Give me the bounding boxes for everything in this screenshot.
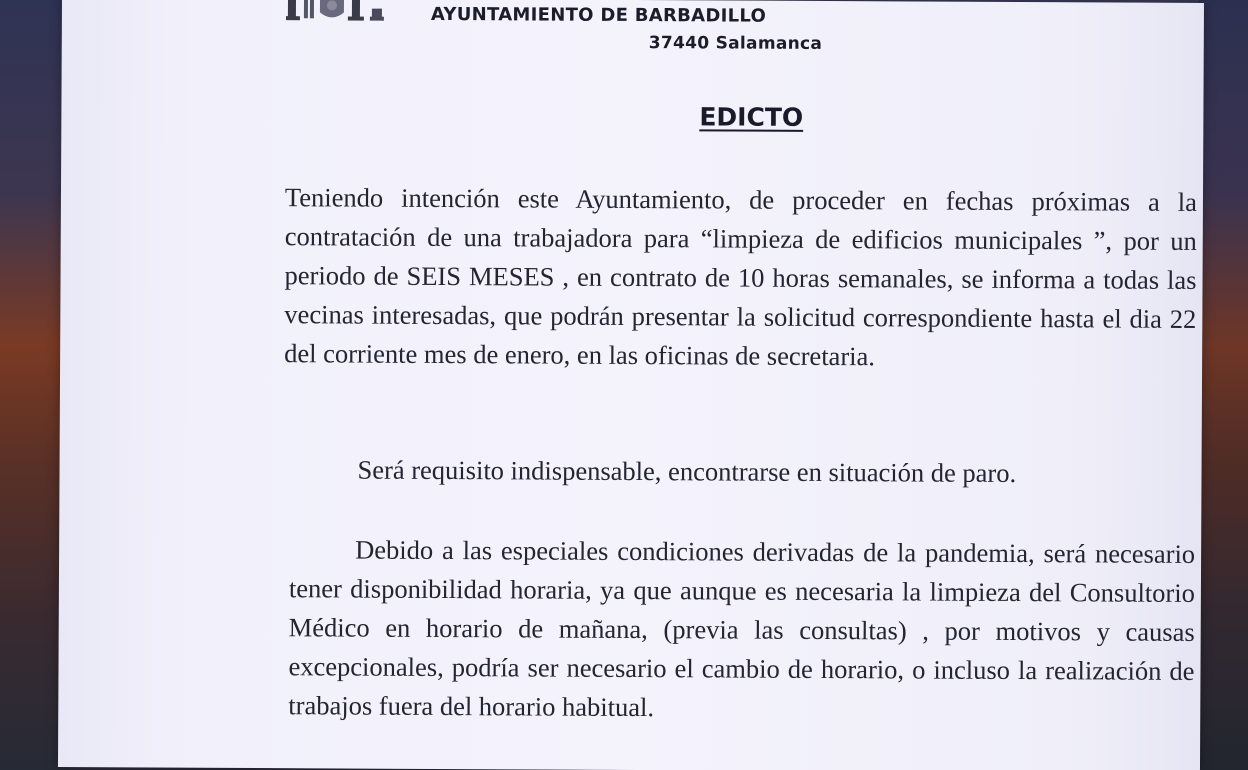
institution-name: AYUNTAMIENTO DE BARBADILLO	[430, 3, 767, 27]
paragraph-conditions: Debido a las especiales condiciones derivadas de la pandemia, será necesario tener disponibilidad horaria, ya que aunque es necesaria la limpieza del Consultorio Médico en horario de mañana, (previa las consultas) , por motivos y causas excepcionales, podría ser necesario el cambio de horario, o incluso la realización de trabajos fuera del horario habitual.	[288, 534, 1196, 723]
paragraph-announcement: Teniendo intención este Ayuntamiento, de proceder en fechas próximas a la contratación de una trabajadora para “limpieza de edificios municipales ”, por un periodo de SEIS MESES , en contrato de 10 horas semanales, se informa a todas las vecinas interesadas, que podrán presentar la solicitud correspondiente hasta el dia 22 del corriente mes de enero, en las oficinas de secretaria.	[284, 182, 1198, 372]
notice-paper	[58, 0, 1204, 770]
paragraph-requirement: Será requisito indispensable, encontrarse en situación de paro.	[357, 454, 1017, 489]
institution-address: 37440 Salamanca	[648, 33, 823, 54]
background-right	[1198, 0, 1248, 770]
coat-of-arms-icon	[286, 0, 402, 23]
document-title: EDICTO	[699, 102, 804, 132]
